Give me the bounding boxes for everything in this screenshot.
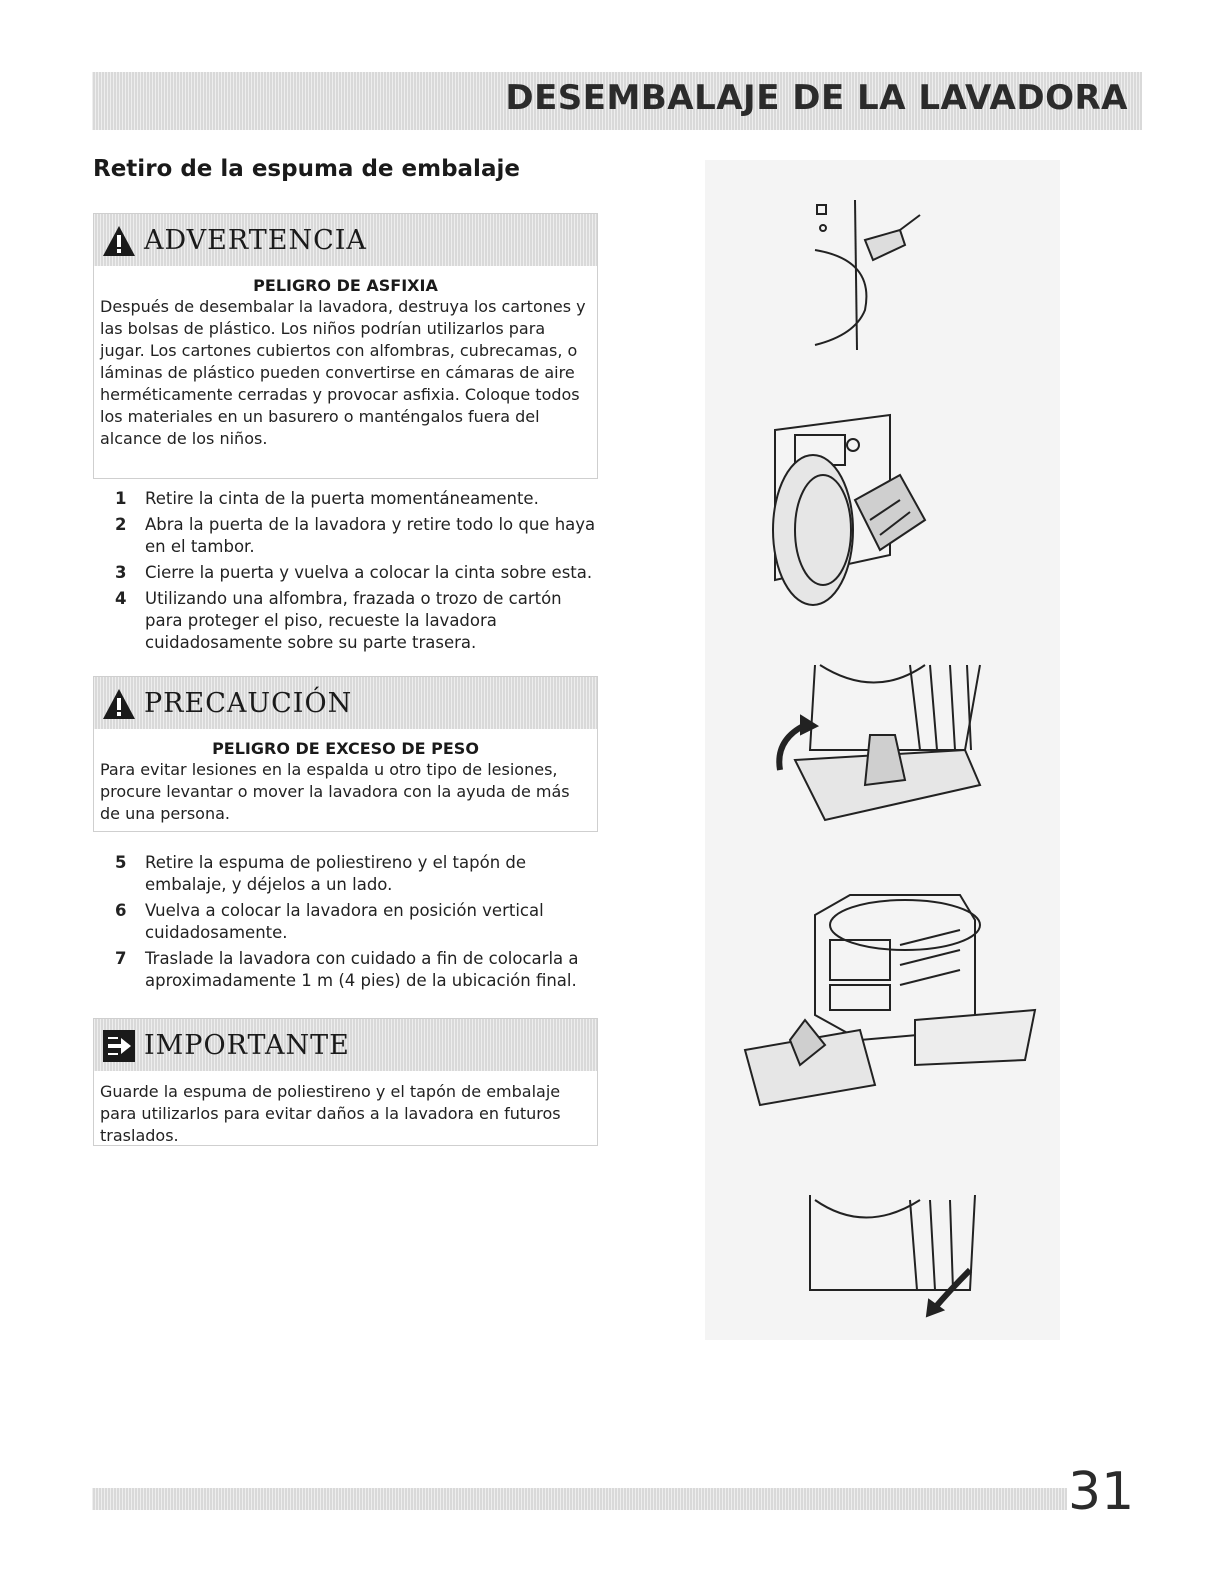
- header-band: [92, 72, 1142, 130]
- warning-body: Después de desembalar la lavadora, destruya los cartones y las bolsas de plástico. Los niños podrían utilizarlos para jugar. Los cartones cubiertos con alfombras, cubrecamas, o láminas de plástico pueden convertirse en cámaras de aire herméticamente cerradas y provocar asfixia. Coloque todos los materiales en un basurero o manténgalos fuera del alcance de los niños.: [100, 297, 586, 448]
- illustrations-panel: [705, 160, 1060, 1340]
- caution-header: [94, 677, 597, 729]
- footer-band: [92, 1488, 1067, 1510]
- list-item: [93, 562, 603, 584]
- step-text: Utilizando una alfombra, frazada o trozo de cartón para proteger el piso, recueste la lavadora cuidadosamente sobre su parte trasera.: [145, 589, 562, 652]
- page-number: 31: [1068, 1462, 1135, 1522]
- steps-list-a: [93, 488, 603, 658]
- step-number: 6: [115, 901, 127, 920]
- step-number: 2: [115, 515, 127, 534]
- step-number: 7: [115, 949, 127, 968]
- warning-triangle-icon: [102, 224, 136, 258]
- step-text: Abra la puerta de la lavadora y retire todo lo que haya en el tambor.: [145, 515, 596, 556]
- step-number: 1: [115, 489, 127, 508]
- warning-triangle-icon: [102, 687, 136, 721]
- caution-box: [93, 676, 598, 832]
- important-body: Guarde la espuma de poliestireno y el tapón de embalaje para utilizarlos para evitar daños a la lavadora en futuros traslados.: [100, 1082, 561, 1145]
- page-title: DESEMBALAJE DE LA LAVADORA: [505, 78, 1128, 118]
- list-item: [93, 588, 603, 654]
- warning-header: [94, 214, 597, 266]
- warning-box: [93, 213, 598, 479]
- step-number: 5: [115, 853, 127, 872]
- step-text: Retire la cinta de la puerta momentáneamente.: [145, 489, 539, 508]
- section-heading: Retiro de la espuma de embalaje: [93, 156, 520, 182]
- step-text: Cierre la puerta y vuelva a colocar la cinta sobre esta.: [145, 563, 593, 582]
- list-item: [93, 852, 603, 896]
- step-text: Traslade la lavadora con cuidado a fin de colocarla a aproximadamente 1 m (4 pies) de la ubicación final.: [145, 949, 579, 990]
- list-item: [93, 900, 603, 944]
- step-number: 4: [115, 589, 127, 608]
- list-item: [93, 514, 603, 558]
- caution-body: Para evitar lesiones en la espalda u otro tipo de lesiones, procure levantar o mover la lavadora con la ayuda de más de una persona.: [100, 760, 570, 823]
- important-box: [93, 1018, 598, 1146]
- list-item: [93, 948, 603, 992]
- caution-title: PRECAUCIÓN: [144, 688, 353, 719]
- caution-subtitle: PELIGRO DE EXCESO DE PESO: [212, 739, 479, 758]
- steps-list-b: [93, 852, 603, 996]
- list-item: [93, 488, 603, 510]
- important-title: IMPORTANTE: [144, 1030, 350, 1061]
- step-text: Vuelva a colocar la lavadora en posición vertical cuidadosamente.: [145, 901, 544, 942]
- step-number: 3: [115, 563, 127, 582]
- warning-title: ADVERTENCIA: [144, 225, 367, 256]
- warning-subtitle: PELIGRO DE ASFIXIA: [253, 276, 438, 295]
- arrow-right-icon: [102, 1029, 136, 1063]
- important-header: [94, 1019, 597, 1071]
- step-text: Retire la espuma de poliestireno y el tapón de embalaje, y déjelos a un lado.: [145, 853, 527, 894]
